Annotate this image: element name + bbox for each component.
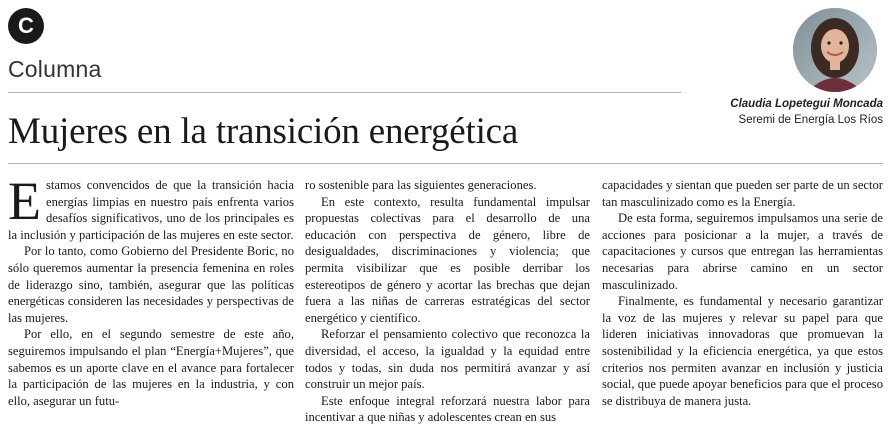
author-portrait-icon xyxy=(793,8,877,92)
section-label: Columna xyxy=(8,56,102,82)
author-role: Seremi de Energía Los Ríos xyxy=(738,114,883,126)
headline-divider xyxy=(8,163,883,164)
section-badge: C xyxy=(8,8,44,44)
top-divider xyxy=(8,92,681,93)
article-paragraph: Por ello, en el segundo semestre de este año, seguiremos impulsando el plan “Energía+Mujeres”, que sabemos es un aporte clave en el avance para fortalecer la participación de las mujeres en la industria, y con ello, asegurar un futu- xyxy=(8,327,294,408)
article-paragraph: Este enfoque integral reforzará nuestra labor para incentivar a que niñas y adolescentes crean en sus xyxy=(305,393,590,425)
article-paragraph: Estamos convencidos de que la transición hacia energías limpias en nuestro país enfrenta varios desafíos significativos, uno de los principales es la inclusión y participación de las mujeres en este sector. xyxy=(8,177,294,242)
article-paragraph: De esta forma, seguiremos impulsamos una serie de acciones para posicionar a la mujer, a través de capacitaciones y cursos que entregan las herramientas necesarias para abrirse camino en un sector masculinizado. xyxy=(602,211,883,292)
article-column-2 xyxy=(305,177,590,443)
author-name: Claudia Lopetegui Moncada xyxy=(730,98,883,110)
article-paragraph: Reforzar el pensamiento colectivo que reconozca la diversidad, el acceso, la igualdad y la equidad entre todos y todas, sin duda nos permitirá avanzar y así construir un mejor país. xyxy=(305,327,590,392)
headline: Mujeres en la transición energética xyxy=(8,111,519,152)
drop-cap: E xyxy=(8,177,41,231)
article-column-3 xyxy=(602,177,883,443)
article-paragraph: ro sostenible para las siguientes generaciones. xyxy=(305,178,537,192)
article-paragraph: Por lo tanto, como Gobierno del Presidente Boric, no sólo queremos aumentar la presencia femenina en roles de liderazgo sino, también, asegurar que las políticas energéticas consideren las necesidades y perspectivas de las mujeres. xyxy=(8,244,294,325)
article-paragraph: capacidades y sientan que pueden ser parte de un sector tan masculinizado como es la Energía. xyxy=(602,178,883,209)
article-paragraph: Finalmente, es fundamental y necesario garantizar la voz de las mujeres y relevar su papel para que lideren iniciativas innovadoras que promuevan la sostenibilidad y la eficiencia energética, ya que estos criterios nos permiten avanzar en inclusión y justicia social, que puede apoyar beneficios para que el proceso se distribuya de manera justa. xyxy=(602,294,883,408)
article-column-1 xyxy=(8,177,294,443)
article-paragraph: En este contexto, resulta fundamental impulsar propuestas colectivas para el desarrollo de una educación con perspectiva de género, libre de desigualdades, discriminaciones y violencia; que permita visibilizar que es posible derribar los estereotipos de género y acortar las brechas que dejan fuera a las niñas de carreras estratégicas del sector energético y científico. xyxy=(305,194,590,325)
